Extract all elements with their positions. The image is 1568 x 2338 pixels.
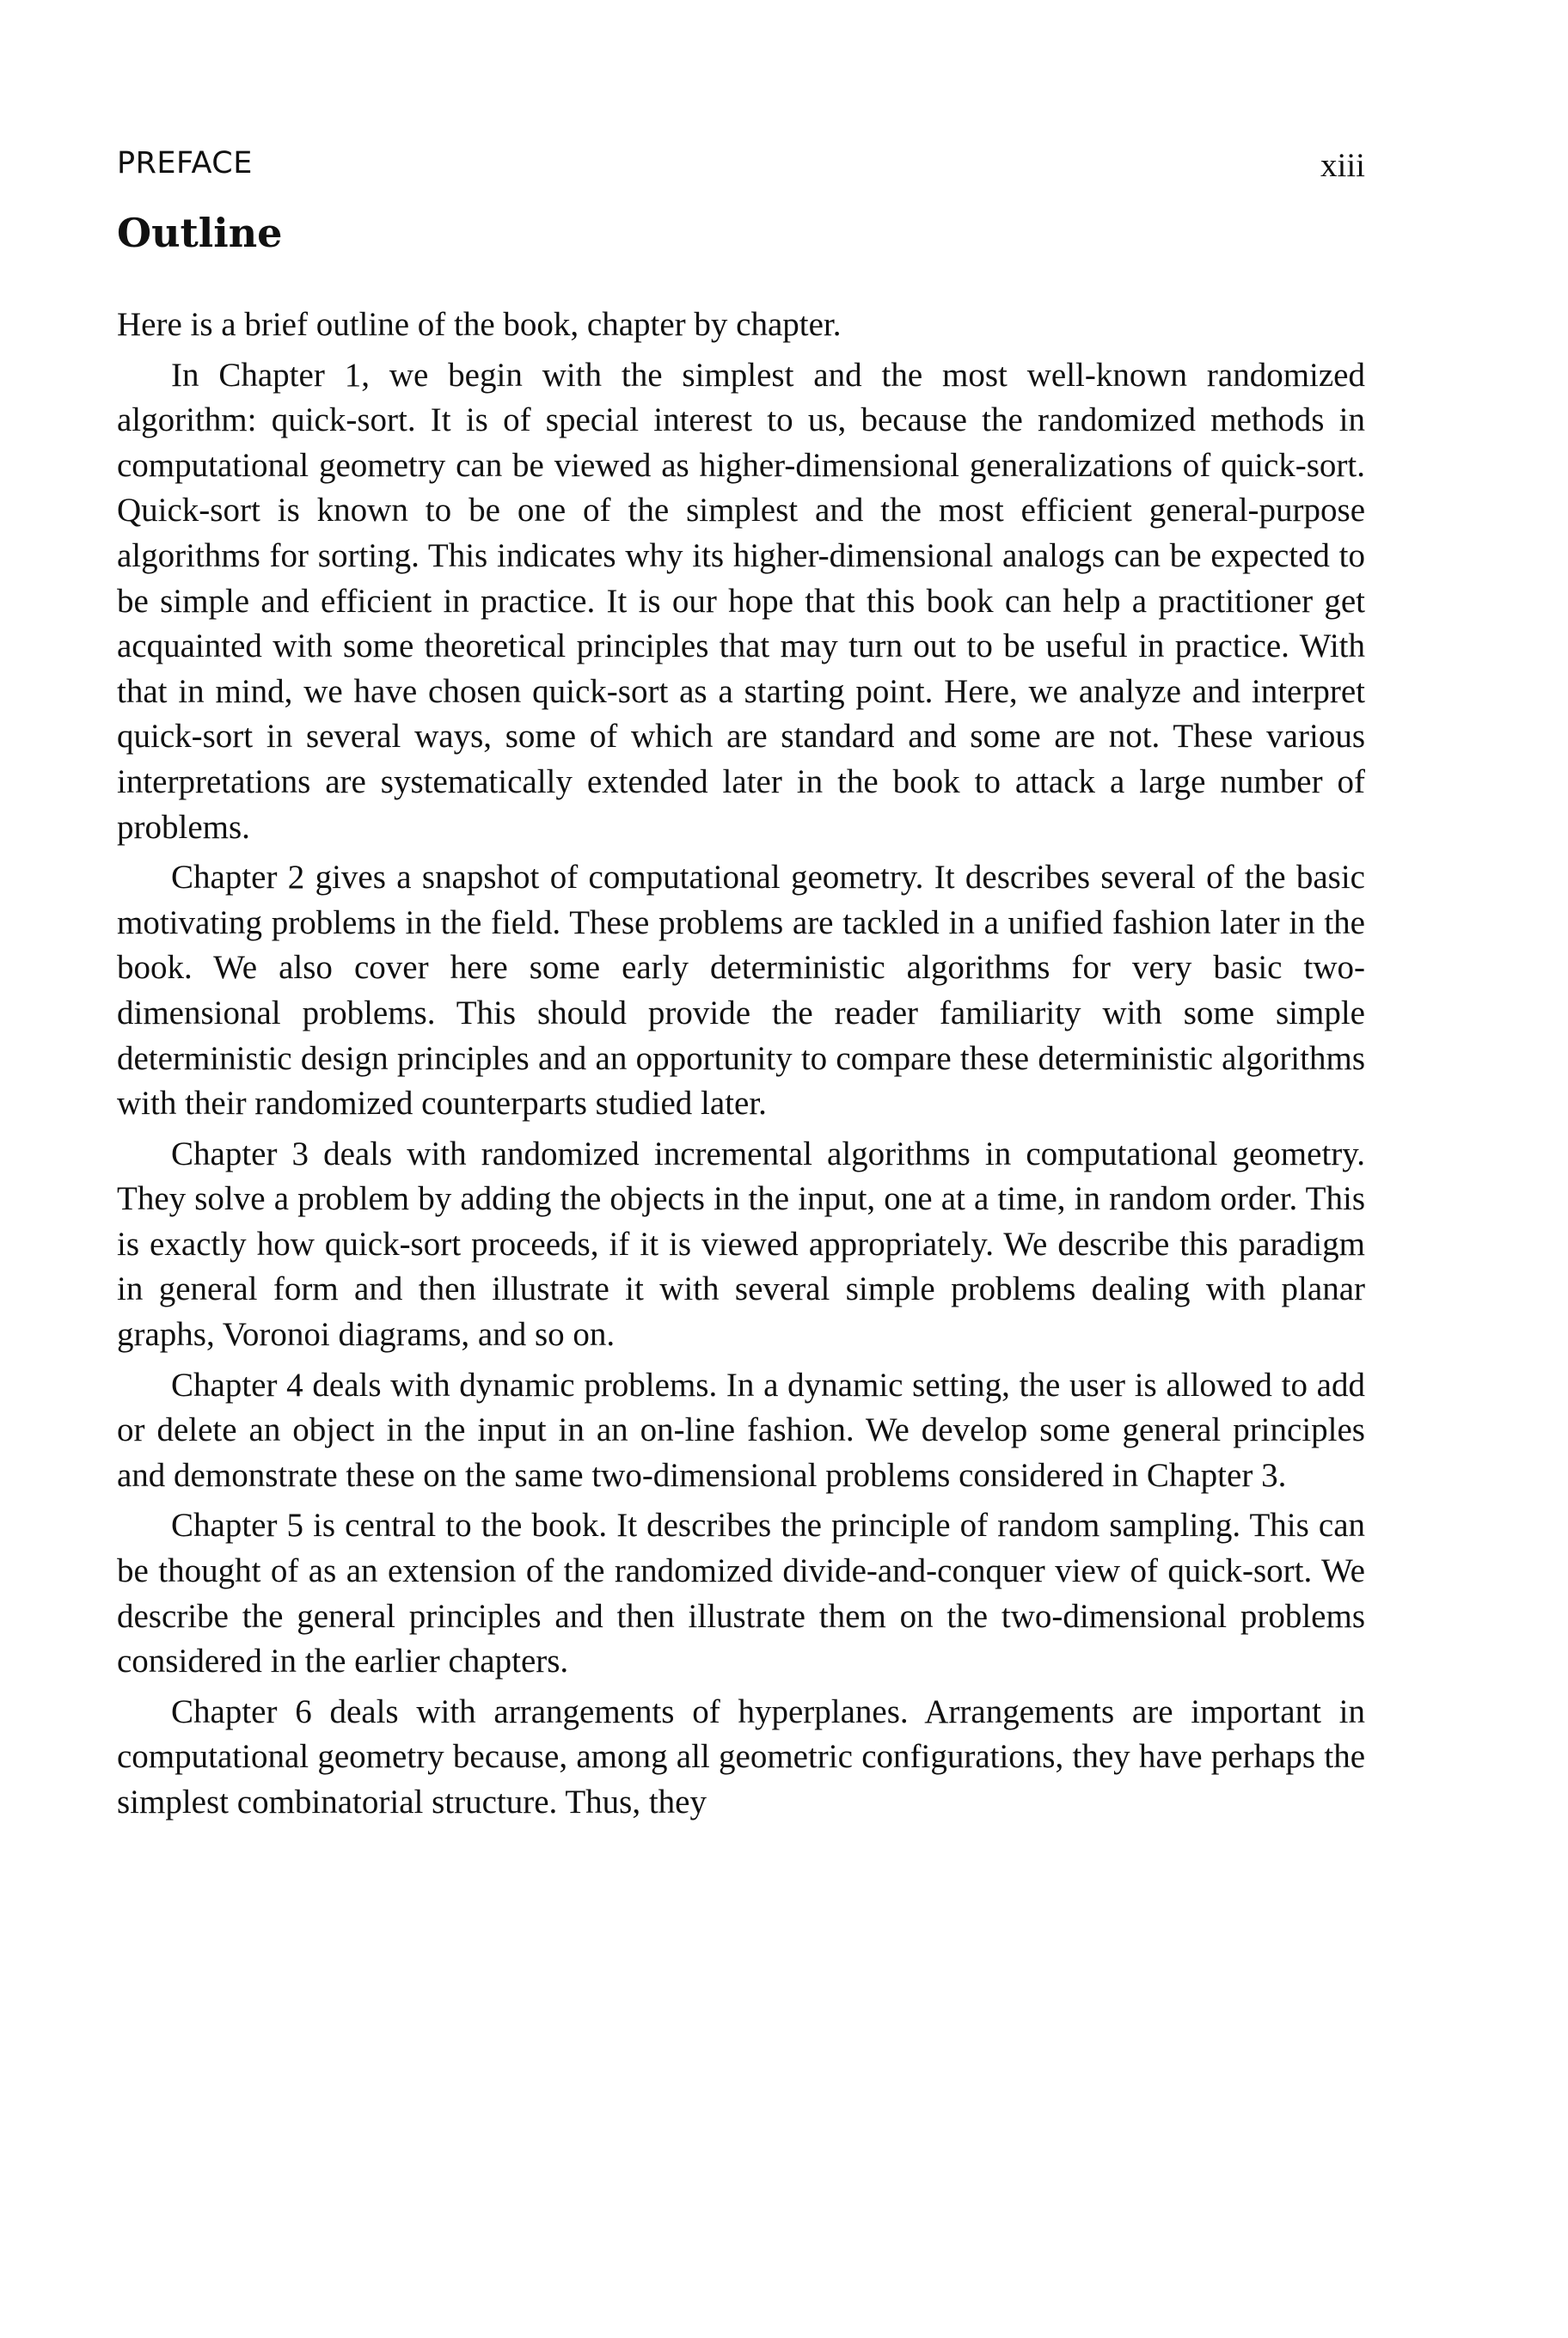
book-page: [117, 0, 1365, 2338]
section-title: Outline: [117, 210, 283, 256]
paragraph-chapter-2: Chapter 2 gives a snapshot of computational geometry. It describes several of the basic motivating problems in the field. These problems are tackled in a unified fashion later in the book. We also cover here some early deterministic algorithms for very basic two-dimensional problems. This should provide the reader familiarity with some simple deterministic design principles and an opportunity to compare these deterministic algorithms with their randomized counterparts studied later.: [117, 859, 1365, 1123]
paragraph-intro: Here is a brief outline of the book, chapter by chapter.: [117, 306, 842, 343]
paragraph-chapter-3: Chapter 3 deals with randomized incremental algorithms in computational geometry. They solve a problem by adding the objects in the input, one at a time, in random order. This is exactly how quick-sort proceeds, if it is viewed appropriately. We describe this paradigm in general form and then illustrate it with several simple problems dealing with planar graphs, Voronoi diagrams, and so on.: [117, 1135, 1365, 1354]
paragraph-chapter-5: Chapter 5 is central to the book. It describes the principle of random sampling. This can be thought of as an extension of the randomized divide-and-conquer view of quick-sort. We describe the general principles and then illustrate them on the two-dimensional problems considered in the earlier chapters.: [117, 1507, 1365, 1680]
running-header: [117, 146, 1365, 186]
paragraph-chapter-1: In Chapter 1, we begin with the simplest and the most well-known randomized algorithm: quick-sort. It is of special interest to us, because the randomized methods in computational geometry can be viewed as higher-dimensional generalizations of quick-sort. Quick-sort is known to be one of the simplest and the most efficient general-purpose algorithms for sorting. This indicates why its higher-dimensional analogs can be expected to be simple and efficient in practice. It is our hope that this book can help a practitioner get acquainted with some theoretical principles that may turn out to be useful in practice. With that in mind, we have chosen quick-sort as a starting point. Here, we analyze and interpret quick-sort in several ways, some of which are standard and some are not. These various interpretations are systematically extended later in the book to attack a large number of problems.: [117, 356, 1365, 846]
page-number: xiii: [1320, 147, 1365, 184]
paragraph-chapter-6: Chapter 6 deals with arrangements of hyperplanes. Arrangements are important in computational geometry because, among all geometric configurations, they have perhaps the simplest combinatorial structure. Thus, they: [117, 1692, 1365, 1821]
paragraph-chapter-4: Chapter 4 deals with dynamic problems. In a dynamic setting, the user is allowed to add or delete an object in the input in an on-line fashion. We develop some general principles and demonstrate these on the same two-dimensional problems considered in Chapter 3.: [117, 1366, 1365, 1494]
body-text: [117, 303, 1365, 1831]
running-title: PREFACE: [117, 146, 253, 181]
